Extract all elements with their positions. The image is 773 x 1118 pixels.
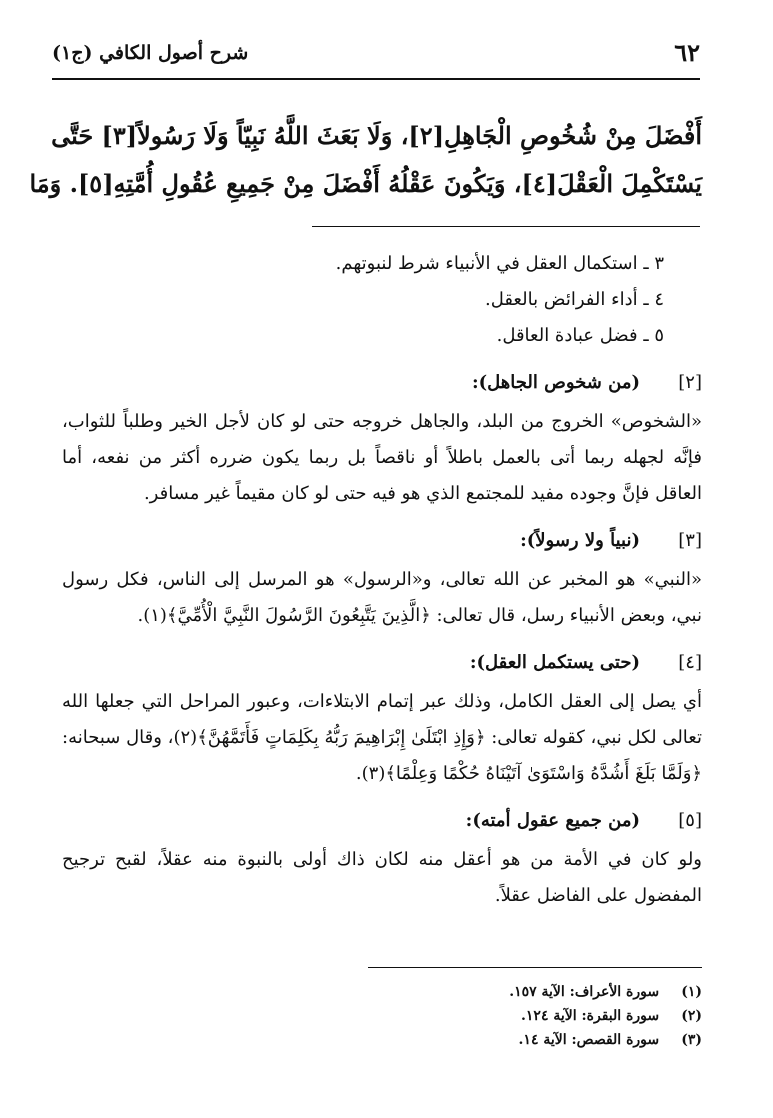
note-heading: (من شخوص الجاهل): bbox=[471, 372, 640, 393]
note-body: «النبي» هو المخبر عن الله تعالى، و«الرسول» هو المرسل إلى الناس، فكل رسول نبي، وبعض الأنبياء رسل، قال تعالى: ﴿الَّذِينَ يَتَّبِعُونَ الرَّسُولَ النَّبِيَّ الْأُمِّيَّ﴾(١). bbox=[62, 569, 702, 626]
note-heading: (من جميع عقول أمته): bbox=[465, 810, 640, 831]
footnote-item bbox=[300, 1004, 702, 1028]
note-body: أي يصل إلى العقل الكامل، وذلك عبر إتمام الابتلاءات، وعبور المراحل التي جعلها الله تعالى لكل نبي، كقوله تعالى: ﴿وَإِذِ ابْتَلَىٰ إِبْرَاهِيمَ رَبُّهُ بِكَلِمَاتٍ فَأَتَمَّهُنَّ﴾(٢)، وقال سبحانه: ﴿وَلَمَّا بَلَغَ أَشُدَّهُ وَاسْتَوَىٰ آتَيْنَاهُ حُكْمًا وَعِلْمًا﴾(٣). bbox=[62, 691, 702, 784]
note-tag: [٥] bbox=[678, 810, 702, 831]
header-rule bbox=[52, 78, 700, 80]
note-body: «الشخوص» الخروج من البلد، والجاهل خروجه حتى لو كان لأجل الخير وطلباً للثواب، فإنَّه لجهله ربما أتى بالعمل باطلاً أو ناقصاً بل ربما يكون ضرره أكثر من نفعه، أما العاقل فإنَّ وجوده مفيد للمجتمع الذي هو فيه حتى لو كان مقيماً غير مسافر. bbox=[62, 411, 702, 504]
running-title: شرح أصول الكافي (ج١) bbox=[52, 42, 249, 64]
lessons-list bbox=[62, 246, 702, 354]
footnote-rule bbox=[368, 967, 702, 968]
page-number: ٦٢ bbox=[674, 38, 700, 67]
footnote-number: (١) bbox=[681, 984, 702, 1000]
note-tag: [٢] bbox=[678, 372, 702, 393]
note-tag: [٣] bbox=[678, 530, 702, 551]
footnote-item bbox=[300, 1028, 702, 1052]
list-item: ٥ ـ فضل عبادة العاقل. bbox=[496, 325, 664, 346]
footnote-text: سورة البقرة: الآية ١٢٤. bbox=[521, 1008, 660, 1024]
note-4 bbox=[62, 644, 702, 792]
hadith-rule bbox=[312, 226, 700, 227]
footnote-number: (٣) bbox=[681, 1032, 702, 1048]
list-item: ٣ ـ استكمال العقل في الأنبياء شرط لنبوتهم. bbox=[335, 253, 664, 274]
hadith-text bbox=[29, 112, 702, 208]
footnote-item bbox=[300, 980, 702, 1004]
note-3 bbox=[62, 522, 702, 634]
commentary bbox=[62, 246, 702, 914]
footnotes bbox=[300, 980, 702, 1052]
footnote-text: سورة القصص: الآية ١٤. bbox=[518, 1032, 660, 1048]
note-2 bbox=[62, 364, 702, 512]
note-tag: [٤] bbox=[678, 652, 702, 673]
page-header bbox=[52, 38, 700, 76]
footnote-number: (٢) bbox=[681, 1008, 702, 1024]
note-heading: (حتى يستكمل العقل): bbox=[469, 652, 640, 673]
note-heading: (نبياً ولا رسولاً): bbox=[520, 530, 640, 551]
note-5 bbox=[62, 802, 702, 914]
hadith-line-2: يَسْتَكْمِلَ الْعَقْلَ[٤]، وَيَكُونَ عَقْلُهُ أَفْضَلَ مِنْ جَمِيعِ عُقُولِ أُمَّتِهِ[٥]. وَمَا bbox=[29, 169, 702, 198]
hadith-line-1: أَفْضَلَ مِنْ شُخُوصِ الْجَاهِلِ[٢]، وَلَا بَعَثَ اللَّهُ نَبِيّاً وَلَا رَسُولاً[٣] حَتَّى bbox=[51, 121, 702, 150]
footnote-text: سورة الأعراف: الآية ١٥٧. bbox=[509, 984, 660, 1000]
note-body: ولو كان في الأمة من هو أعقل منه لكان ذاك أولى بالنبوة منه عقلاً، لقبح ترجيح المفضول على الفاضل عقلاً. bbox=[62, 849, 703, 906]
list-item: ٤ ـ أداء الفرائض بالعقل. bbox=[484, 289, 664, 310]
